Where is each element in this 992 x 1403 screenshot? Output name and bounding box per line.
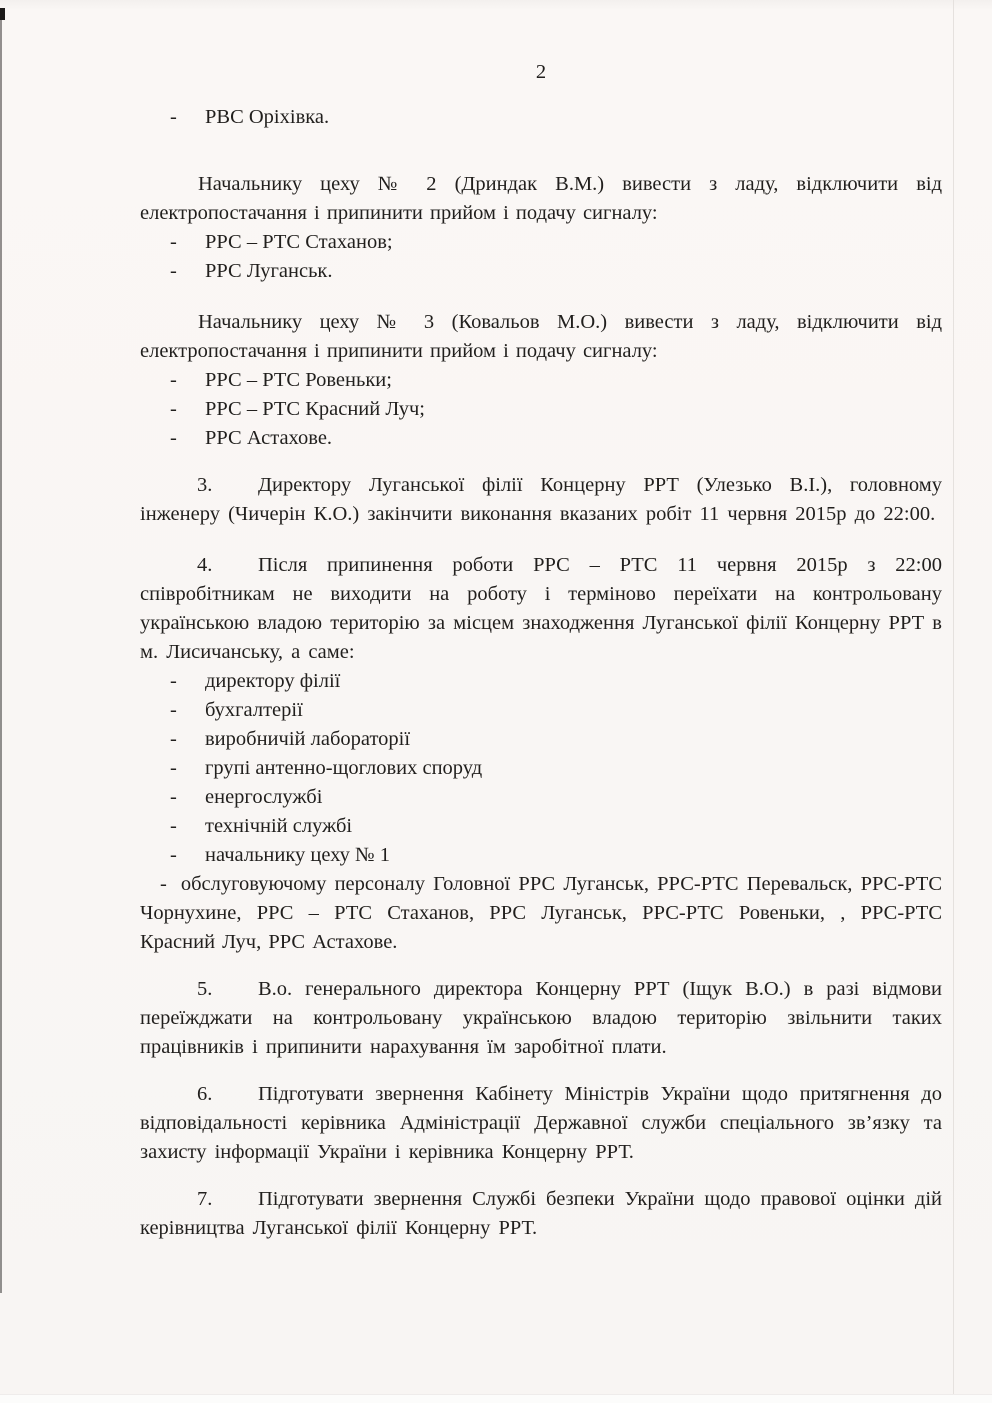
- numbered-paragraph-7: [140, 1185, 942, 1243]
- list-item: [140, 424, 942, 453]
- dash-marker: -: [170, 757, 177, 779]
- scan-bottom-edge: [0, 1394, 992, 1403]
- numbered-paragraph-5: [140, 975, 942, 1062]
- dash-marker: -: [170, 231, 177, 253]
- list-item: [140, 228, 942, 257]
- paragraph-text: Директору Луганської філії Концерну РРТ (Улезько В.І.), головному інженеру (Чичерін К.О.) закінчити виконання вказаних робіт 11 червня 2015р до 22:00.: [140, 474, 942, 525]
- list-item: [140, 812, 942, 841]
- dash-marker: -: [170, 815, 177, 837]
- dash-marker: -: [170, 728, 177, 750]
- list-item-text: групі антенно-щоглових споруд: [205, 757, 483, 779]
- list-item-text: бухгалтерії: [205, 699, 303, 721]
- section-shop3: [140, 308, 942, 453]
- list-item: [140, 725, 942, 754]
- dash-marker: -: [170, 369, 177, 391]
- numbered-paragraph-6: [140, 1080, 942, 1167]
- shop3-paragraph: Начальнику цеху № 3 (Ковальов М.О.) вивести з ладу, відключити від електропостачання і припинити прийом і подачу сигналу:: [140, 311, 942, 362]
- list-item: [140, 103, 942, 132]
- list-item-text: РРС Луганськ.: [205, 260, 333, 282]
- list-item: [140, 696, 942, 725]
- shop2-paragraph: Начальнику цеху № 2 (Дриндак В.М.) вивести з ладу, відключити від електропостачання і припинити прийом і подачу сигналу:: [140, 173, 942, 224]
- list-item-text: РРС – РТС Стаханов;: [205, 231, 393, 253]
- dash-marker: -: [170, 844, 177, 866]
- section-item6: [140, 1080, 942, 1167]
- carryover-list: [140, 103, 942, 132]
- list-item: [140, 841, 942, 870]
- list-item-text: РРС – РТС Ровеньки;: [205, 369, 392, 391]
- list-item-text: виробничій лабораторії: [205, 728, 411, 750]
- paragraph-text: Підготувати звернення Кабінету Міністрів України щодо притягнення до відповідальності керівника Адміністрації Державної служби спеціального зв’язку та захисту інформації України і керівника Концерну РРТ.: [140, 1083, 942, 1163]
- list-item-text: енергослужбі: [205, 786, 323, 808]
- dash-marker: -: [170, 670, 177, 692]
- list-item-text: технічній службі: [205, 815, 353, 837]
- dash-marker: -: [170, 427, 177, 449]
- section-shop2: [140, 170, 942, 286]
- item-number: 5.: [197, 978, 213, 1000]
- paragraph-text: Підготувати звернення Службі безпеки України щодо правової оцінки дій керівництва Луганської філії Концерну РРТ.: [140, 1188, 942, 1239]
- list-item: [140, 395, 942, 424]
- dash-marker: -: [170, 106, 177, 128]
- dash-marker: -: [170, 398, 177, 420]
- scan-left-edge-artifact: [0, 10, 2, 1293]
- list-item: [140, 754, 942, 783]
- numbered-paragraph-4: [140, 551, 942, 667]
- item-number: 3.: [197, 474, 213, 496]
- section-item5: [140, 975, 942, 1062]
- numbered-paragraph-3: [140, 471, 942, 529]
- page-number: 2: [535, 61, 547, 83]
- section-item4: [140, 551, 942, 957]
- section-item7: [140, 1185, 942, 1243]
- staff-list-item: [140, 870, 942, 957]
- list-item-text: РРС Астахове.: [205, 427, 333, 449]
- list-item-text: РВС Оріхівка.: [205, 106, 330, 128]
- item-number: 4.: [197, 554, 213, 576]
- list-item: [140, 366, 942, 395]
- scan-right-edge-line: [953, 0, 954, 1403]
- list-item-text: обслуговуючому персоналу Головної РРС Луганськ, РРС-РТС Перевальск, РРС-РТС Чорнухине, РРС – РТС Стаханов, РРС Луганськ, РРС-РТС Ровеньки, , РРС-РТС Красний Луч, РРС Астахове.: [140, 873, 942, 953]
- list-item: [140, 257, 942, 286]
- list-item-text: начальнику цеху № 1: [205, 844, 390, 866]
- list-item: [140, 783, 942, 812]
- item-number: 6.: [197, 1083, 213, 1105]
- dash-marker: -: [170, 786, 177, 808]
- list-item-text: директору філії: [205, 670, 341, 692]
- dash-marker: -: [170, 260, 177, 282]
- list-item: [140, 667, 942, 696]
- dash-marker: -: [160, 873, 167, 895]
- dash-marker: -: [170, 699, 177, 721]
- section-item3: [140, 471, 942, 529]
- paragraph-text: Після припинення роботи РРС – РТС 11 червня 2015р з 22:00 співробітникам не виходити на роботу і терміново переїхати на контрольовану українською владою територію за місцем знаходження Луганської філії Концерну РРТ в м. Лисичанську, а саме:: [140, 554, 942, 663]
- scan-corner-mark: [0, 8, 5, 20]
- item-number: 7.: [197, 1188, 213, 1210]
- paragraph-text: В.о. генерального директора Концерну РРТ (Іщук В.О.) в разі відмови переїжджати на контрольовану українською владою територію звільнити таких працівників і припинити нарахування їм заробітної плати.: [140, 978, 942, 1058]
- page-content: [140, 58, 942, 1243]
- list-item-text: РРС – РТС Красний Луч;: [205, 398, 426, 420]
